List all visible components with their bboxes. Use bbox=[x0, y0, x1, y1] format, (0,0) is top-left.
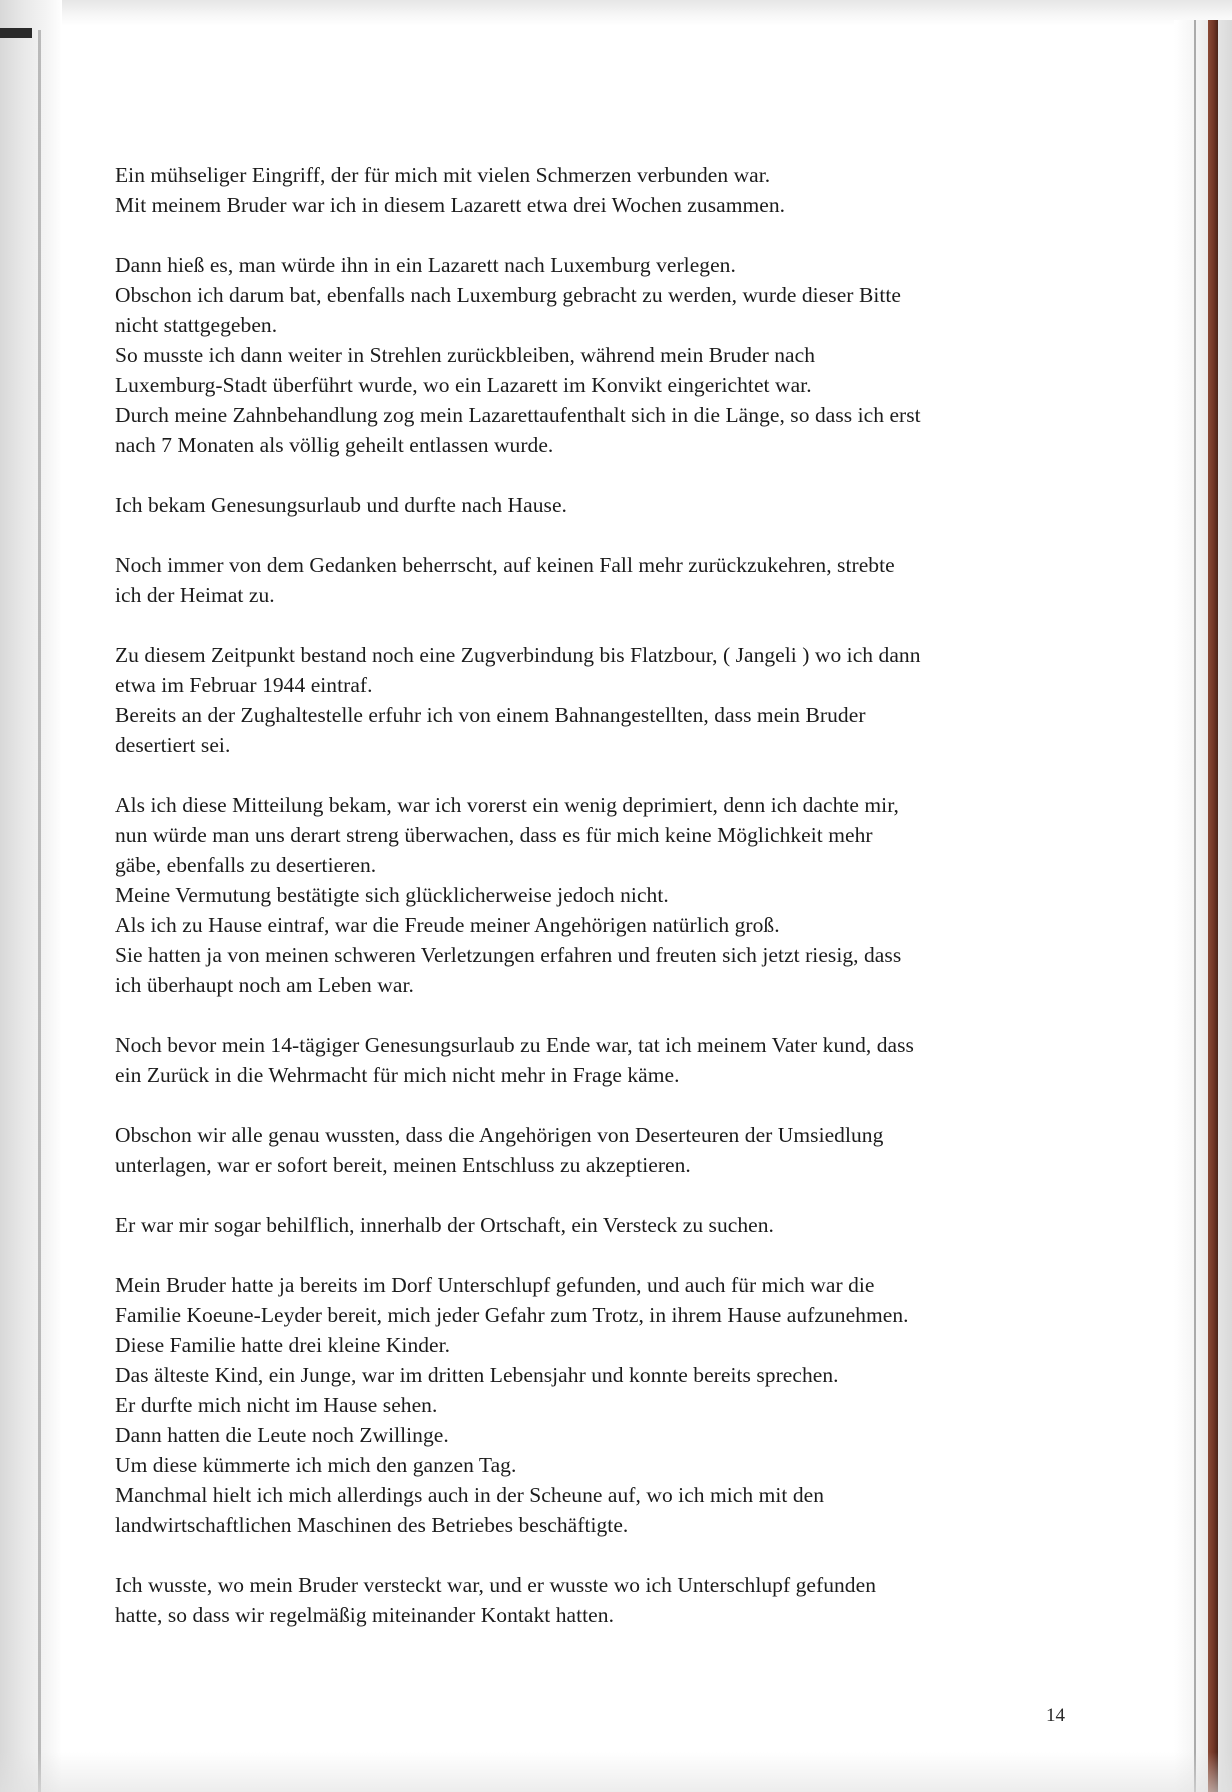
scan-bottom-shade bbox=[0, 1752, 1232, 1792]
paragraph bbox=[115, 1270, 1075, 1540]
text-line: Familie Koeune-Leyder bereit, mich jeder Gefahr zum Trotz, in ihrem Hause aufzunehmen. bbox=[115, 1303, 909, 1327]
paragraph bbox=[115, 1210, 1075, 1240]
text-line: nicht stattgegeben. bbox=[115, 313, 278, 337]
document-body bbox=[115, 160, 1075, 1630]
text-line: Mit meinem Bruder war ich in diesem Lazarett etwa drei Wochen zusammen. bbox=[115, 193, 786, 217]
text-line: Ein mühseliger Eingriff, der für mich mit vielen Schmerzen verbunden war. bbox=[115, 163, 771, 187]
text-line: ein Zurück in die Wehrmacht für mich nicht mehr in Frage käme. bbox=[115, 1063, 680, 1087]
book-binding-strip bbox=[1208, 20, 1218, 1792]
paragraph bbox=[115, 640, 1075, 760]
text-line: gäbe, ebenfalls zu desertieren. bbox=[115, 853, 377, 877]
text-line: Obschon wir alle genau wussten, dass die Angehörigen von Deserteuren der Umsiedlung bbox=[115, 1123, 884, 1147]
scan-right-edge bbox=[1174, 20, 1232, 1792]
text-line: Mein Bruder hatte ja bereits im Dorf Unterschlupf gefunden, und auch für mich war die bbox=[115, 1273, 875, 1297]
paragraph bbox=[115, 550, 1075, 610]
text-line: Zu diesem Zeitpunkt bestand noch eine Zugverbindung bis Flatzbour, ( Jangeli ) wo ich dann bbox=[115, 643, 921, 667]
text-line: Manchmal hielt ich mich allerdings auch in der Scheune auf, wo ich mich mit den bbox=[115, 1483, 825, 1507]
paragraph bbox=[115, 490, 1075, 520]
text-line: Als ich diese Mitteilung bekam, war ich vorerst ein wenig deprimiert, denn ich dachte mir, bbox=[115, 793, 899, 817]
text-line: desertiert sei. bbox=[115, 733, 231, 757]
text-line: Er war mir sogar behilflich, innerhalb der Ortschaft, ein Versteck zu suchen. bbox=[115, 1213, 774, 1237]
page-number: 14 bbox=[1046, 1705, 1065, 1726]
text-line: hatte, so dass wir regelmäßig miteinander Kontakt hatten. bbox=[115, 1603, 614, 1627]
text-line: Dann hieß es, man würde ihn in ein Lazarett nach Luxemburg verlegen. bbox=[115, 253, 736, 277]
text-line: etwa im Februar 1944 eintraf. bbox=[115, 673, 373, 697]
scan-top-edge bbox=[0, 0, 1232, 26]
text-line: Diese Familie hatte drei kleine Kinder. bbox=[115, 1333, 451, 1357]
paragraph bbox=[115, 1120, 1075, 1180]
text-line: Das älteste Kind, ein Junge, war im dritten Lebensjahr und konnte bereits sprechen. bbox=[115, 1363, 839, 1387]
text-line: Noch bevor mein 14-tägiger Genesungsurlaub zu Ende war, tat ich meinem Vater kund, dass bbox=[115, 1033, 914, 1057]
text-line: nach 7 Monaten als völlig geheilt entlassen wurde. bbox=[115, 433, 554, 457]
paragraph bbox=[115, 250, 1075, 460]
text-line: Um diese kümmerte ich mich den ganzen Tag. bbox=[115, 1453, 517, 1477]
text-line: Dann hatten die Leute noch Zwillinge. bbox=[115, 1423, 449, 1447]
text-line: Noch immer von dem Gedanken beherrscht, auf keinen Fall mehr zurückzukehren, strebte bbox=[115, 553, 895, 577]
text-line: Luxemburg-Stadt überführt wurde, wo ein Lazarett im Konvikt eingerichtet war. bbox=[115, 373, 812, 397]
text-line: Ich wusste, wo mein Bruder versteckt war, und er wusste wo ich Unterschlupf gefunden bbox=[115, 1573, 877, 1597]
text-line: Meine Vermutung bestätigte sich glücklicherweise jedoch nicht. bbox=[115, 883, 669, 907]
text-line: Als ich zu Hause eintraf, war die Freude meiner Angehörigen natürlich groß. bbox=[115, 913, 780, 937]
text-line: Ich bekam Genesungsurlaub und durfte nach Hause. bbox=[115, 493, 567, 517]
paragraph bbox=[115, 790, 1075, 1000]
paragraph bbox=[115, 1570, 1075, 1630]
scan-left-edge bbox=[0, 0, 62, 1792]
text-line: Sie hatten ja von meinen schweren Verletzungen erfahren und freuten sich jetzt riesig, dass bbox=[115, 943, 902, 967]
text-line: ich überhaupt noch am Leben war. bbox=[115, 973, 414, 997]
text-line: Durch meine Zahnbehandlung zog mein Lazarettaufenthalt sich in die Länge, so dass ich erst bbox=[115, 403, 921, 427]
text-line: Bereits an der Zughaltestelle erfuhr ich von einem Bahnangestellten, dass mein Bruder bbox=[115, 703, 866, 727]
text-line: landwirtschaftlichen Maschinen des Betriebes beschäftigte. bbox=[115, 1513, 629, 1537]
text-line: nun würde man uns derart streng überwachen, dass es für mich keine Möglichkeit mehr bbox=[115, 823, 873, 847]
text-line: unterlagen, war er sofort bereit, meinen Entschluss zu akzeptieren. bbox=[115, 1153, 691, 1177]
paragraph bbox=[115, 1030, 1075, 1090]
text-line: Er durfte mich nicht im Hause sehen. bbox=[115, 1393, 438, 1417]
scan-binding-line bbox=[1194, 20, 1196, 1792]
text-line: ich der Heimat zu. bbox=[115, 583, 275, 607]
scan-left-fold-line bbox=[38, 30, 41, 1792]
text-line: So musste ich dann weiter in Strehlen zurückbleiben, während mein Bruder nach bbox=[115, 343, 816, 367]
paragraph bbox=[115, 160, 1075, 220]
scan-corner-mark bbox=[0, 28, 32, 38]
text-line: Obschon ich darum bat, ebenfalls nach Luxemburg gebracht zu werden, wurde dieser Bitte bbox=[115, 283, 901, 307]
